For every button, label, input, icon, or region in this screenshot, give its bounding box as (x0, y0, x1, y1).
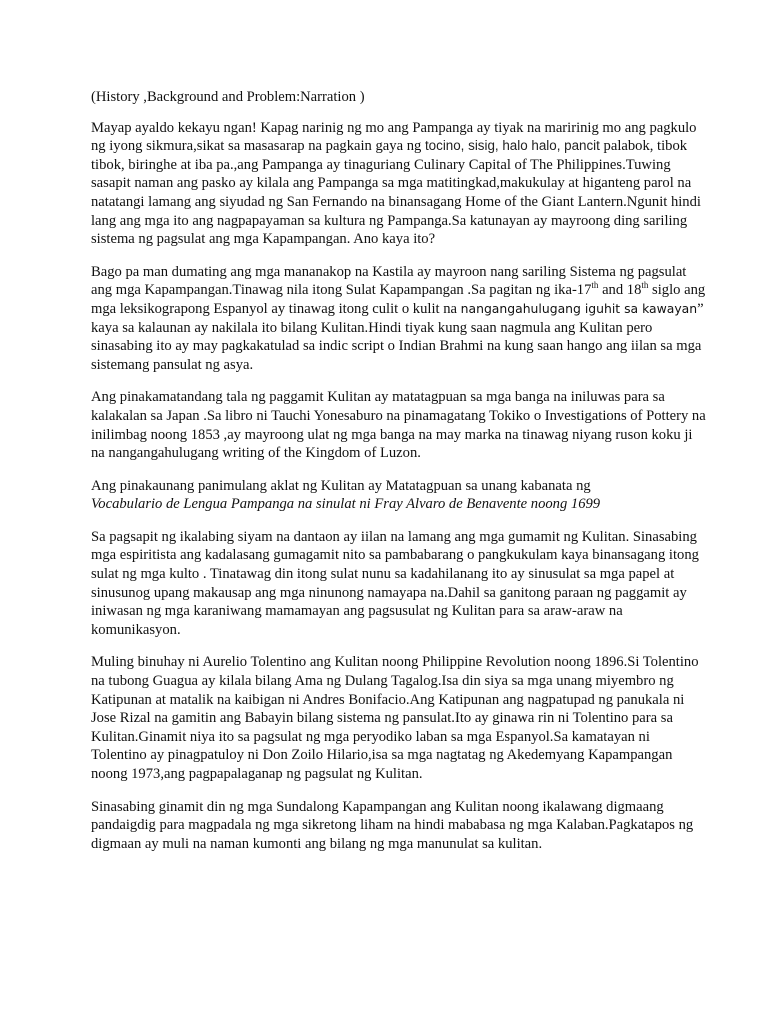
primer-book-title: Vocabulario de Lengua Pampanga na sinulat ni Fray Alvaro de Benavente noong 1699 (91, 496, 601, 513)
document-heading: (History ,Background and Problem:Narration ) (91, 89, 365, 105)
superscript-th-2: th (641, 280, 649, 291)
paragraph-decline: Sa pagsapit ng ikalabing siyam na dantaon ay iilan na lamang ang mga gumamit ng Kulitan. Sinasabing mga espiritista ang kadalasang gumagamit nito sa pambabarang o pangkukulam kaya binansagang itong sulat ng mga kulto . Tinatawag din itong sulat nunu sa kadahilanang ito ay sinusulat sa mga papel at sinusunog upang makausap ang mga ninunong namayapa na.Dahil sa ganitong paraan ng paggamit ay iniwasan ng mga karaniwang mamamayan ang pagsusulat ng Kulitan para sa araw-araw na komunikasyon. (91, 528, 699, 638)
paragraph-oldest-record: Ang pinakamatandang tala ng paggamit Kulitan ay matatagpuan sa mga banga na iniluwas para sa kalakalan sa Japan .Sa libro ni Tauchi Yonesaburo na pinamagatang Tokiko o Investigations of Pottery na inilimbag noong 1853 ,ay mayroong ulat ng mga banga na may marka na tinawag niyang ruson koku ji na nangangahulugang writing of the Kingdom of Luzon. (91, 389, 706, 462)
paragraph-wartime: Sinasabing ginamit din ng mga Sundalong Kapampangan ang Kulitan noong ikalawang digmaang pandaigdig para magpadala ng mga sikretong liham na hindi mababasa ng mga Kalaban.Pagkatapos ng digmaan ay muli na naman kumonti ang bilang ng mga manunulat sa kulitan. (91, 798, 694, 852)
paragraph-origin (91, 263, 708, 375)
paragraph-first-primer (91, 477, 708, 514)
origin-text-d: ” kaya sa kalaunan ay nakilala ito bilang Kulitan.Hindi tiyak kung saan nagmula ang Kulitan pero sinasabing ito ay may pagkakatulad sa indic script o Indian Brahmi na kung saan hango ang iilan sa mga sistemang pansulat ng asya. (91, 300, 704, 373)
origin-text-a: Bago pa man dumating ang mga mananakop na Kastila ay mayroon nang sariling Sistema ng pagsulat ang mga Kapampangan.Tinawag nila itong Sulat Kapampangan .Sa pagitan ng ika-17 (91, 263, 687, 299)
food-list: tocino, sisig, halo halo, pancit (424, 138, 600, 154)
intro-text-end: palabok, tibok tibok, biringhe at iba pa.,ang Pampanga ay tinaguriang Culinary Capital of The Philippines.Tuwing sasapit naman ang pasko ay kilala ang Pampanga sa mga matitingkad,makukulay at higanteng parol na natatangi lamang ang siyudad ng San Fernando na binansagang Home of the Giant Lantern.Ngunit hindi lang ang mga ito ang nagpapayaman sa kultura ng Pampanga.Sa katunayan ay mayroong ding sariling sistema ng pagsulat ang mga Kapampangan. Ano kaya ito? (91, 138, 701, 248)
paragraph-revival: Muling binuhay ni Aurelio Tolentino ang Kulitan noong Philippine Revolution noong 1896.Si Tolentino na tubong Guagua ay kilala bilang Ama ng Dulang Tagalog.Isa din siya sa mga unang miyembro ng Katipunan at matalik na kaibigan ni Andres Bonifacio.Ang Katipunan ang nagpatupad ng panukala ni Jose Rizal na gamitin ang Babayin bilang sistema ng pansulat.Ito ay ginawa rin ni Tolentino para sa Kulitan.Ginamit niya ito sa pagsulat ng mga peryodiko laban sa mga Espanyol.Sa kamatayan ni Tolentino ay pinagpatuloy ni Don Zoilo Hilario,isa sa mga nagtatag ng Akedemyang Kapampangan noong 1973,ang pagpapalaganap ng pagsulat ng Kulitan. (91, 654, 699, 782)
origin-text-c: siglo ang mga leksikograpong Espanyol ay tinawag itong culit o kulit na (91, 282, 706, 317)
origin-text-b: and 18 (598, 282, 642, 299)
superscript-th-1: th (591, 280, 599, 291)
paragraph-intro (91, 119, 708, 249)
intro-text-start: Mayap ayaldo kekayu ngan! Kapag narinig ng mo ang Pampanga ay tiyak na maririnig mo ang pagkulo ng iyong sikmura,sikat sa masasarap na pagkain gaya ng (91, 119, 697, 155)
meaning-phrase: nangangahulugang iguhit sa kawayan (460, 300, 698, 316)
primer-text: Ang pinakaunang panimulang aklat ng Kulitan ay Matatagpuan sa unang kabanata ng (91, 477, 591, 494)
